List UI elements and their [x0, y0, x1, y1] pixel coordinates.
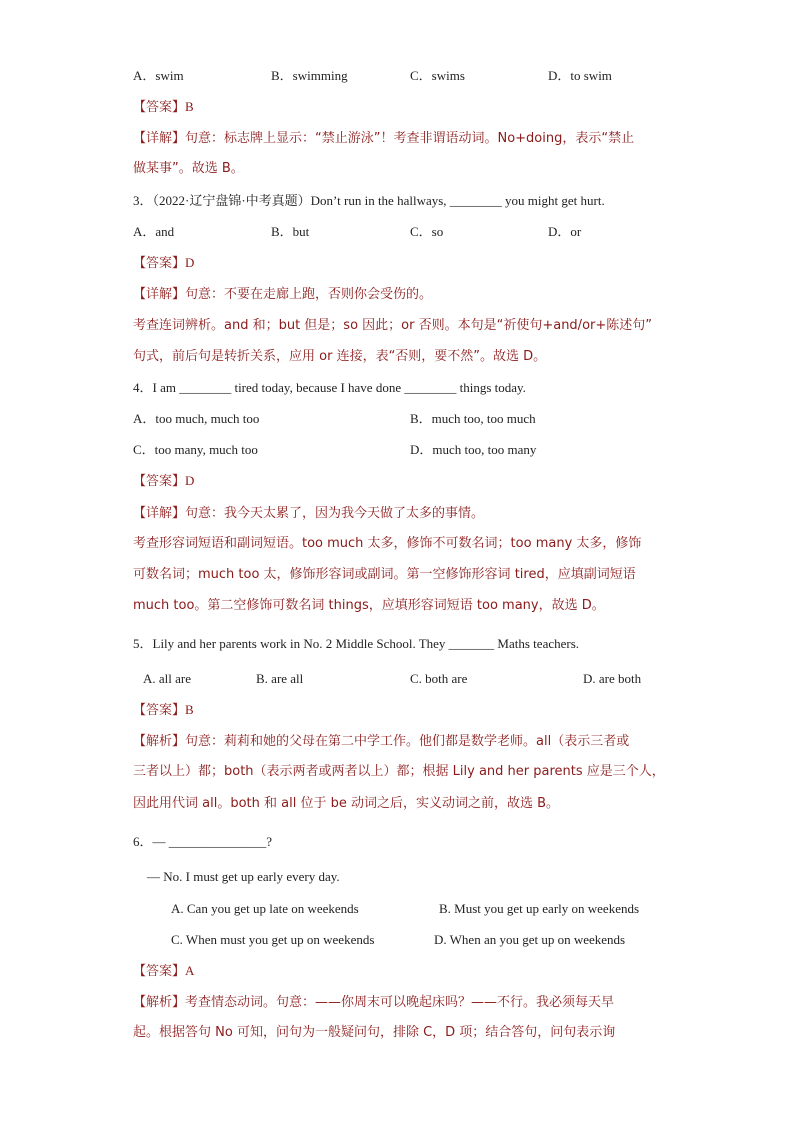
q4-detail-line-4: much too。第二空修饰可数名词 things，应填形容词短语 too many，故选 D。 — [133, 598, 605, 613]
q3-option-d: D．or — [548, 224, 582, 239]
q5-analysis-line-1: 【解析】句意：莉莉和她的父母在第二中学工作。他们都是数学老师。all（表示三者或 — [133, 734, 630, 749]
q4-option-d: D．much too, too many — [410, 442, 537, 457]
q5-option-c: C. both are — [410, 671, 468, 686]
q2-option-a: A．swim — [133, 68, 184, 83]
q2-answer: 【答案】B — [133, 99, 194, 115]
q4-option-b: B．much too, too much — [410, 411, 536, 426]
q4-stem: 4．I am ________ tired today, because I have done ________ things today. — [133, 380, 526, 395]
q6-analysis-line-1: 【解析】考查情态动词。句意：——你周末可以晚起床吗？——不行。我必须每天早 — [133, 995, 615, 1010]
q6-reply: — No. I must get up early every day. — [147, 869, 340, 884]
q5-option-b: B. are all — [256, 671, 304, 686]
q6-option-a: A. Can you get up late on weekends — [171, 901, 359, 916]
q4-option-a: A．too much, much too — [133, 411, 260, 426]
q4-detail-line-2: 考查形容词短语和副词短语。too much 太多，修饰不可数名词；too many 太多，修饰 — [133, 536, 642, 551]
q3-detail-line-3: 句式，前后句是转折关系，应用 or 连接，表“否则，要不然”。故选 D。 — [133, 349, 547, 364]
q4-detail-line-3: 可数名词；much too 太，修饰形容词或副词。第一空修饰形容词 tired，应填副词短语 — [133, 567, 636, 582]
q2-option-d: D．to swim — [548, 68, 612, 83]
q6-analysis-line-2: 起。根据答句 No 可知，问句为一般疑问句，排除 C，D 项；结合答句，问句表示询 — [133, 1025, 616, 1040]
q6-option-b: B. Must you get up early on weekends — [439, 901, 640, 916]
q6-stem: 6．— _______________? — [133, 834, 273, 849]
q5-analysis-line-3: 因此用代词 all。both 和 all 位于 be 动词之后，实义动词之前，故选 B。 — [133, 796, 560, 811]
q5-answer: 【答案】B — [133, 702, 194, 718]
q3-detail-line-1: 【详解】句意：不要在走廊上跑，否则你会受伤的。 — [133, 287, 433, 302]
q5-option-a: A. all are — [143, 671, 192, 686]
q2-option-b: B．swimming — [271, 68, 348, 83]
q3-stem: 3．（2022·辽宁盘锦·中考真题）Don’t run in the hallways, ________ you might get hurt. — [133, 193, 605, 208]
q6-option-d: D. When an you get up on weekends — [434, 932, 626, 947]
q4-detail-line-1: 【详解】句意：我今天太累了，因为我今天做了太多的事情。 — [133, 506, 485, 521]
q3-answer: 【答案】D — [133, 255, 195, 271]
q4-option-c: C．too many, much too — [133, 442, 258, 457]
q2-option-c: C．swims — [410, 68, 465, 83]
q5-stem: 5．Lily and her parents work in No. 2 Middle School. They _______ Maths teachers. — [133, 636, 580, 651]
q4-answer: 【答案】D — [133, 473, 195, 489]
q6-option-c: C. When must you get up on weekends — [171, 932, 375, 947]
q2-detail-line-2: 做某事”。故选 B。 — [133, 161, 244, 176]
q3-option-b: B．but — [271, 224, 310, 239]
q5-analysis-line-2: 三者以上）都；both（表示两者或两者以上）都；根据 Lily and her parents 应是三个人， — [133, 764, 665, 779]
q3-detail-line-2: 考查连词辨析。and 和；but 但是；so 因此；or 否则。本句是“祈使句+and/or+陈述句” — [133, 318, 652, 333]
q2-detail-line-1: 【详解】句意：标志牌上显示：“禁止游泳”！考查非谓语动词。No+doing，表示“禁止 — [133, 131, 635, 146]
q3-option-a: A．and — [133, 224, 175, 239]
q3-option-c: C．so — [410, 224, 444, 239]
q5-option-d: D. are both — [583, 671, 642, 686]
q6-answer: 【答案】A — [133, 963, 195, 979]
